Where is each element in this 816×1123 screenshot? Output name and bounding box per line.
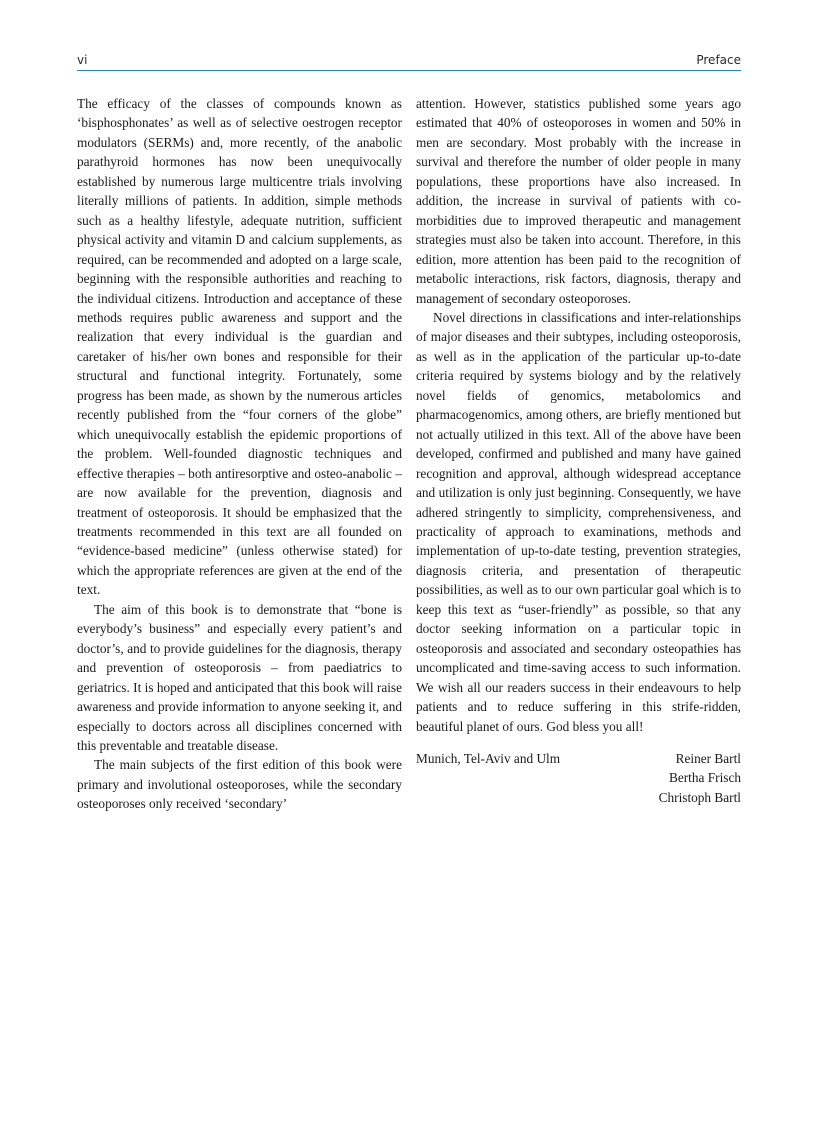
- signature-place: Munich, Tel-Aviv and Ulm: [416, 750, 561, 766]
- left-column: [77, 94, 402, 814]
- paragraph: Novel directions in classifications and inter-relationships of major diseases and their subtypes, including osteoporosis, as well as in the application of the particular up-to-date criteria required by systems biology and by the relatively novel fields of genomics, metabolomics and pharmacogenomics, among others, are briefly mentioned but not actually utilized in this text. All of the above have been developed, confirmed and published and many have gained recognition and approval, although widespread acceptance and utilization is only just beginning. Consequently, we have adhered stringently to simplicity, comprehensiveness, and practicality of approach to examinations, methods and implementation of up-to-date testing, prevention strategies, diagnosis criteria, and presentation of therapeutic possibilities, as well as to our own particular goal which is to keep this text as “user-friendly” as possible, so that any doctor seeking information on a particular topic in osteoporosis and associated and secondary osteopathies has uncomplicated and time-saving access to such information. We wish all our readers success in their endeavours to help patients and to reduce suffering in this strife-ridden, beautiful planet of ours. God bless you all!: [416, 309, 741, 734]
- section-title: Preface: [696, 53, 741, 67]
- paragraph: The main subjects of the first edition of this book were primary and involutional osteoporoses, while the secondary osteoporoses only received ‘secondary’: [77, 757, 402, 812]
- author-name: Bertha Frisch: [668, 770, 741, 786]
- signature-authors: [659, 749, 741, 807]
- running-head: [77, 50, 741, 70]
- paragraph: The aim of this book is to demonstrate that “bone is everybody’s business” and especially every patient’s and doctor’s, and to provide guidelines for the diagnosis, therapy and prevention of osteoporosis – from paediatrics to geriatrics. It is hoped and anticipated that this book will raise awareness and provide information to anyone seeking it, and especially to doctors across all disciplines concerned with this preventable and treatable disease.: [77, 601, 402, 753]
- right-column: [416, 94, 741, 809]
- signature-block: [416, 749, 741, 809]
- header-rule: [77, 70, 741, 71]
- author-name: Reiner Bartl: [675, 750, 741, 766]
- page-number: vi: [77, 53, 88, 67]
- paragraph: attention. However, statistics published some years ago estimated that 40% of osteoporoses in women and 50% in men are secondary. Most probably with the increase in survival and therefore the number of older people in many populations, these proportions have also increased. In addition, the increase in survival of patients with co-morbidities due to improved therapeutic and management strategies must also be taken into account. Therefore, in this edition, more attention has been paid to the recognition of metabolic interactions, risk factors, diagnosis, therapy and management of secondary osteoporoses.: [416, 96, 741, 306]
- paragraph: The efficacy of the classes of compounds known as ‘bisphosphonates’ as well as of selective oestrogen receptor modulators (SERMs) and, more recently, of the anabolic parathyroid hormones has now been unequivocally established by numerous large multicentre trials involving literally millions of patients. In addition, simple methods such as a healthy lifestyle, adequate nutrition, sufficient physical activity and vitamin D and calcium supplements, as required, can be recommended and adopted on a large scale, beginning with the responsible authorities and reaching to the individual citizens. Introduction and acceptance of these methods requires public awareness and support and the realization that every individual is the guardian and caretaker of his/her own bones and responsible for their structural and functional integrity. Fortunately, some progress has been made, as shown by the numerous articles recently published from the “four corners of the globe” which unequivocally establish the epidemic proportions of the problem. Well-founded diagnostic techniques and effective therapies – both antiresorptive and osteo-anabolic – are now available for the prevention, diagnosis and treatment of osteoporosis. It should be emphasized that the treatments recommended in this text are all founded on “evidence-based medicine” (unless otherwise stated) for which the appropriate references are given at the end of the text.: [77, 96, 402, 598]
- author-name: Christoph Bartl: [658, 789, 741, 805]
